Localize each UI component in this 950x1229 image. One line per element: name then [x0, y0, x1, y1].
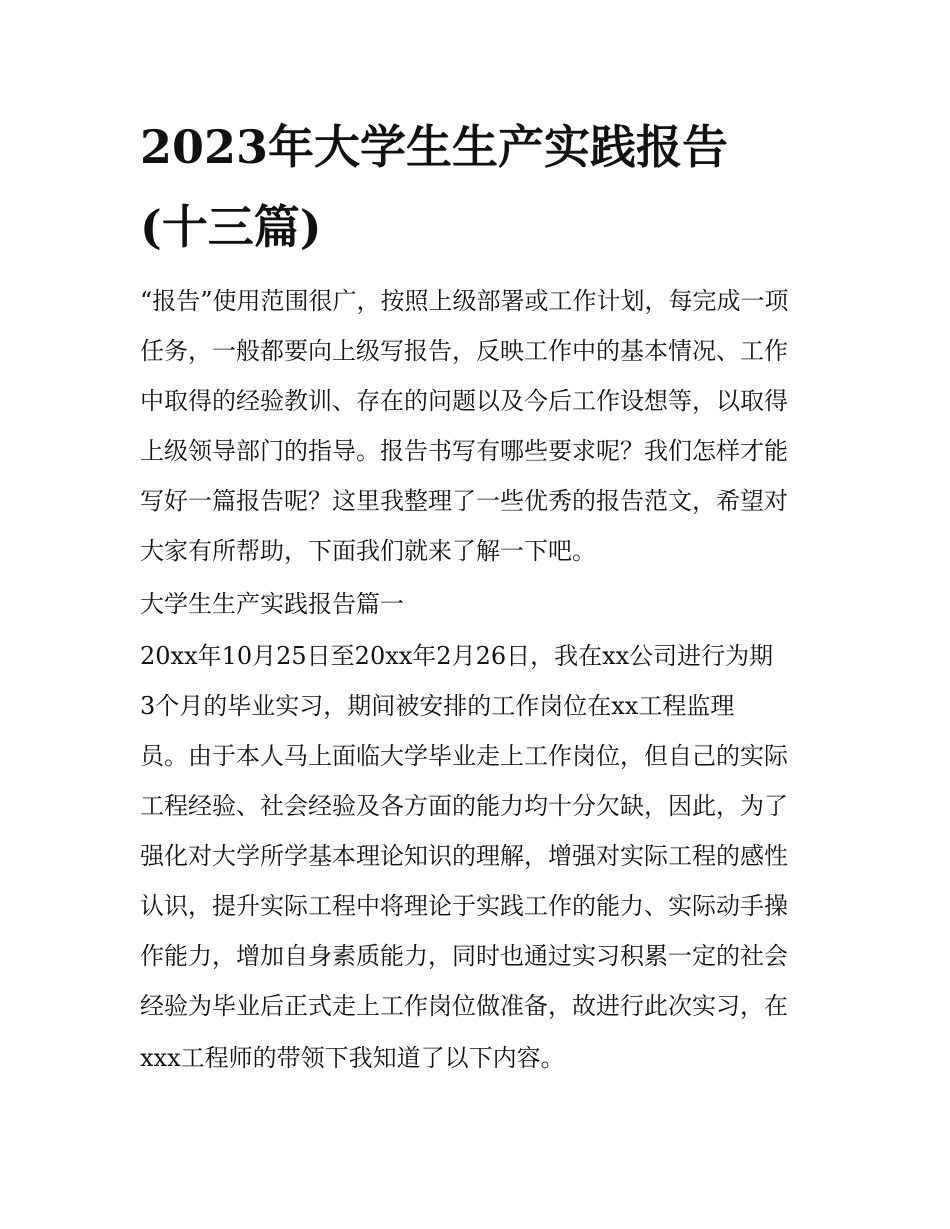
- body-line-9: xxx工程师的带领下我知道了以下内容。: [140, 1044, 565, 1072]
- intro-line-6: 大家有所帮助，下面我们就来了解一下吧。: [140, 537, 596, 565]
- intro-line-3: 中取得的经验教训、存在的问题以及今后工作设想等，以取得: [140, 387, 788, 415]
- document-title-line-2: (十三篇): [140, 200, 322, 254]
- body-line-7: 作能力，增加自身素质能力，同时也通过实习积累一定的社会: [140, 942, 788, 970]
- body-line-8: 经验为毕业后正式走上工作岗位做准备，故进行此次实习，在: [140, 992, 788, 1020]
- intro-line-2: 任务，一般都要向上级写报告，反映工作中的基本情况、工作: [140, 337, 788, 365]
- body-line-3: 员。由于本人马上面临大学毕业走上工作岗位，但自己的实际: [140, 742, 788, 770]
- body-line-1: 20xx年10月25日至20xx年2月26日，我在xx公司进行为期: [140, 642, 774, 670]
- body-line-4: 工程经验、社会经验及各方面的能力均十分欠缺，因此，为了: [140, 792, 788, 820]
- intro-line-1: “报告”使用范围很广，按照上级部署或工作计划，每完成一项: [140, 287, 789, 315]
- document-title-line-1: 2023年大学生生产实践报告: [140, 120, 729, 174]
- intro-line-4: 上级领导部门的指导。报告书写有哪些要求呢？我们怎样才能: [140, 437, 788, 465]
- intro-line-5: 写好一篇报告呢？这里我整理了一些优秀的报告范文，希望对: [140, 487, 788, 515]
- body-line-6: 认识，提升实际工程中将理论于实践工作的能力、实际动手操: [140, 892, 788, 920]
- body-line-5: 强化对大学所学基本理论知识的理解，增强对实际工程的感性: [140, 842, 788, 870]
- section-heading: 大学生生产实践报告篇一: [140, 590, 404, 618]
- body-line-2: 3个月的毕业实习，期间被安排的工作岗位在xx工程监理: [140, 692, 735, 720]
